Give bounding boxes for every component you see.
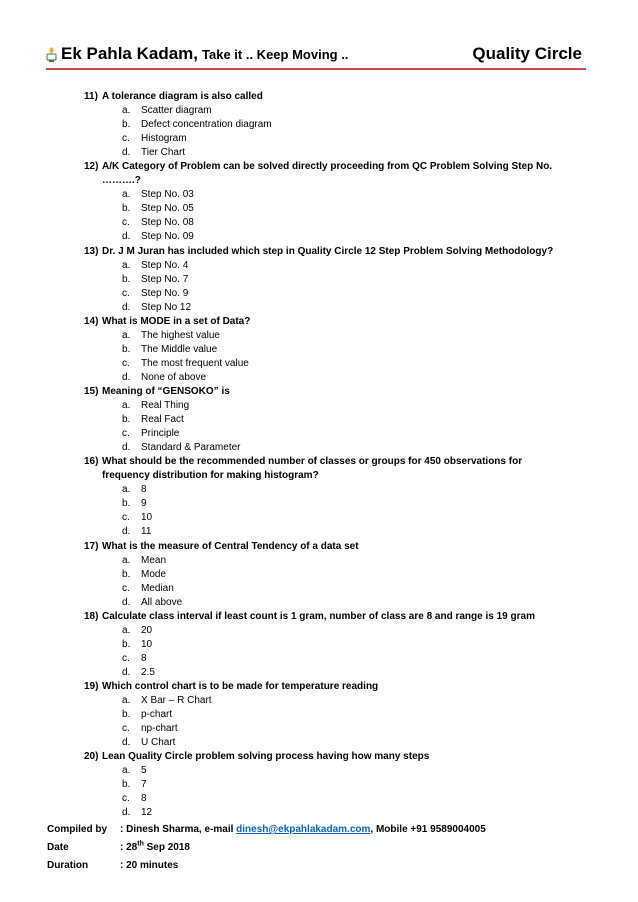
date-value bbox=[120, 841, 190, 855]
date-day: : 28 bbox=[120, 842, 138, 853]
option-text: Step No. 08 bbox=[141, 217, 194, 229]
option-text: 8 bbox=[141, 652, 147, 664]
option-letter: d. bbox=[122, 442, 131, 454]
answer-option bbox=[84, 525, 554, 539]
answer-option bbox=[84, 399, 554, 413]
page-header bbox=[46, 44, 582, 68]
question-text: Dr. J M Juran has included which step in Quality Circle 12 Step Problem Solving Methodology? bbox=[102, 245, 554, 257]
option-text: Standard & Parameter bbox=[141, 442, 241, 454]
answer-option bbox=[84, 259, 554, 273]
footer-date-row bbox=[47, 841, 567, 855]
question-text: What is MODE in a set of Data? bbox=[102, 315, 251, 327]
option-letter: a. bbox=[122, 554, 131, 566]
question-number: 12) bbox=[84, 161, 99, 173]
answer-option bbox=[84, 146, 554, 160]
option-text: The most frequent value bbox=[141, 357, 249, 369]
compiled-mobile: , Mobile +91 9589004005 bbox=[370, 824, 486, 835]
option-text: Histogram bbox=[141, 133, 187, 145]
option-letter: a. bbox=[122, 105, 131, 117]
question-16 bbox=[84, 455, 554, 483]
question-text: Which control chart is to be made for temperature reading bbox=[102, 680, 379, 692]
answer-option bbox=[84, 694, 554, 708]
answer-option bbox=[84, 216, 554, 230]
option-text: Step No. 9 bbox=[141, 287, 189, 299]
option-text: Step No. 03 bbox=[141, 189, 194, 201]
answer-option bbox=[84, 301, 554, 315]
option-text: 10 bbox=[141, 638, 153, 650]
answer-option bbox=[84, 483, 554, 497]
option-text: Mean bbox=[141, 554, 167, 566]
option-text: 12 bbox=[141, 807, 153, 819]
option-text: p-chart bbox=[141, 709, 173, 721]
question-17 bbox=[84, 540, 554, 554]
question-19 bbox=[84, 680, 554, 694]
answer-option bbox=[84, 497, 554, 511]
question-11 bbox=[84, 90, 554, 104]
option-letter: c. bbox=[122, 582, 130, 594]
duration-value: : 20 minutes bbox=[120, 860, 179, 871]
option-text: Step No 12 bbox=[141, 301, 192, 313]
compiled-name: : Dinesh Sharma, e-mail bbox=[120, 824, 237, 835]
option-text: 8 bbox=[141, 793, 147, 805]
option-letter: d. bbox=[122, 301, 131, 313]
question-text: A/K Category of Problem can be solved directly proceeding from QC Problem Solving Step No. ……….? bbox=[102, 161, 553, 187]
date-label: Date bbox=[47, 842, 69, 853]
question-14 bbox=[84, 315, 554, 329]
option-letter: c. bbox=[122, 793, 130, 805]
answer-option bbox=[84, 104, 554, 118]
question-text: What is the measure of Central Tendency of a data set bbox=[102, 540, 359, 552]
answer-option bbox=[84, 413, 554, 427]
email-link[interactable]: dinesh@ekpahlakadam.com bbox=[236, 824, 371, 835]
answer-option bbox=[84, 273, 554, 287]
option-letter: d. bbox=[122, 371, 131, 383]
option-letter: c. bbox=[122, 512, 130, 524]
answer-option bbox=[84, 118, 554, 132]
answer-option bbox=[84, 230, 554, 244]
option-letter: c. bbox=[122, 357, 130, 369]
question-number: 13) bbox=[84, 245, 99, 257]
option-text: Step No. 4 bbox=[141, 259, 189, 271]
option-letter: b. bbox=[122, 568, 131, 580]
option-letter: b. bbox=[122, 273, 131, 285]
option-text: Principle bbox=[141, 428, 180, 440]
question-number: 14) bbox=[84, 315, 99, 327]
torch-logo-icon bbox=[46, 47, 57, 62]
answer-option bbox=[84, 778, 554, 792]
answer-option bbox=[84, 329, 554, 343]
option-text: 11 bbox=[141, 526, 152, 538]
option-letter: a. bbox=[122, 484, 131, 496]
option-text: X Bar – R Chart bbox=[141, 695, 212, 707]
option-letter: a. bbox=[122, 624, 131, 636]
answer-option bbox=[84, 624, 554, 638]
option-letter: b. bbox=[122, 343, 131, 355]
option-letter: b. bbox=[122, 203, 131, 215]
option-text: Scatter diagram bbox=[141, 105, 212, 117]
answer-option bbox=[84, 722, 554, 736]
option-text: 9 bbox=[141, 498, 147, 510]
option-text: Step No. 09 bbox=[141, 231, 194, 243]
answer-option bbox=[84, 638, 554, 652]
question-18 bbox=[84, 610, 554, 624]
answer-option bbox=[84, 441, 554, 455]
option-text: Real Thing bbox=[141, 400, 190, 412]
option-text: Tier Chart bbox=[141, 147, 186, 159]
option-letter: d. bbox=[122, 807, 131, 819]
question-text: Calculate class interval if least count is 1 gram, number of class are 8 and range is 19 gram bbox=[102, 610, 535, 622]
brand bbox=[61, 44, 348, 64]
answer-option bbox=[84, 792, 554, 806]
option-text: Mode bbox=[141, 568, 167, 580]
duration-label: Duration bbox=[47, 860, 89, 871]
option-letter: a. bbox=[122, 329, 131, 341]
answer-option bbox=[84, 708, 554, 722]
option-letter: b. bbox=[122, 779, 131, 791]
question-text: Lean Quality Circle problem solving process having how many steps bbox=[102, 751, 430, 763]
option-text: 10 bbox=[141, 512, 153, 524]
option-text: Step No. 05 bbox=[141, 203, 194, 215]
answer-option bbox=[84, 357, 554, 371]
document-title: Quality Circle bbox=[472, 44, 582, 63]
answer-option bbox=[84, 343, 554, 357]
option-text: Median bbox=[141, 582, 174, 594]
option-letter: a. bbox=[122, 259, 131, 271]
question-list bbox=[84, 90, 554, 820]
answer-option bbox=[84, 666, 554, 680]
answer-option bbox=[84, 582, 554, 596]
compiled-value bbox=[120, 823, 486, 837]
header-divider bbox=[46, 68, 586, 70]
question-number: 16) bbox=[84, 456, 99, 468]
option-letter: a. bbox=[122, 765, 131, 777]
option-text: np-chart bbox=[141, 723, 178, 735]
option-text: Real Fact bbox=[141, 414, 184, 426]
option-text: Step No. 7 bbox=[141, 273, 189, 285]
question-text: Meaning of “GENSOKO” is bbox=[102, 385, 230, 397]
option-text: Defect concentration diagram bbox=[141, 119, 272, 131]
option-text: 8 bbox=[141, 484, 147, 496]
option-letter: c. bbox=[122, 428, 130, 440]
compiled-label: Compiled by bbox=[47, 824, 108, 835]
option-letter: a. bbox=[122, 189, 131, 201]
answer-option bbox=[84, 188, 554, 202]
option-text: 20 bbox=[141, 624, 153, 636]
option-letter: d. bbox=[122, 526, 131, 538]
answer-option bbox=[84, 287, 554, 301]
question-number: 19) bbox=[84, 680, 99, 692]
option-letter: c. bbox=[122, 652, 130, 664]
question-15 bbox=[84, 385, 554, 399]
date-suffix: th bbox=[137, 840, 144, 848]
answer-option bbox=[84, 371, 554, 385]
answer-option bbox=[84, 427, 554, 441]
question-13 bbox=[84, 245, 554, 259]
option-letter: b. bbox=[122, 709, 131, 721]
option-text: 2.5 bbox=[141, 666, 155, 678]
question-text: What should be the recommended number of classes or groups for 450 observations for frequency distribution for making histogram? bbox=[102, 456, 523, 482]
option-letter: b. bbox=[122, 414, 131, 426]
option-text: The highest value bbox=[141, 329, 220, 341]
option-text: 5 bbox=[141, 765, 147, 777]
option-letter: d. bbox=[122, 737, 131, 749]
question-number: 15) bbox=[84, 385, 99, 397]
option-text: None of above bbox=[141, 371, 207, 383]
answer-option bbox=[84, 652, 554, 666]
question-20 bbox=[84, 750, 554, 764]
footer-compiled-row bbox=[47, 823, 567, 837]
brand-tagline: Take it .. Keep Moving .. bbox=[202, 47, 349, 62]
option-letter: c. bbox=[122, 217, 130, 229]
option-letter: d. bbox=[122, 596, 131, 608]
answer-option bbox=[84, 554, 554, 568]
answer-option bbox=[84, 568, 554, 582]
date-month-year: Sep 2018 bbox=[143, 842, 190, 853]
option-text: All above bbox=[141, 596, 183, 608]
question-number: 18) bbox=[84, 610, 99, 622]
question-number: 17) bbox=[84, 540, 99, 552]
option-letter: b. bbox=[122, 638, 131, 650]
option-letter: b. bbox=[122, 498, 131, 510]
option-letter: a. bbox=[122, 695, 131, 707]
answer-option bbox=[84, 596, 554, 610]
option-text: U Chart bbox=[141, 737, 176, 749]
option-letter: d. bbox=[122, 666, 131, 678]
option-letter: d. bbox=[122, 231, 131, 243]
question-number: 11) bbox=[84, 91, 98, 102]
answer-option bbox=[84, 806, 554, 820]
option-text: The Middle value bbox=[141, 343, 218, 355]
footer-duration-row bbox=[47, 859, 567, 873]
option-letter: b. bbox=[122, 119, 131, 131]
answer-option bbox=[84, 764, 554, 778]
option-letter: c. bbox=[122, 723, 130, 735]
option-letter: a. bbox=[122, 400, 131, 412]
brand-name: Ek Pahla Kadam, bbox=[61, 44, 199, 63]
answer-option bbox=[84, 132, 554, 146]
question-number: 20) bbox=[84, 751, 99, 763]
answer-option bbox=[84, 511, 554, 525]
option-letter: c. bbox=[122, 133, 130, 145]
answer-option bbox=[84, 736, 554, 750]
question-text: A tolerance diagram is also called bbox=[102, 91, 263, 102]
answer-option bbox=[84, 202, 554, 216]
question-12 bbox=[84, 160, 554, 188]
option-letter: d. bbox=[122, 147, 131, 159]
option-text: 7 bbox=[141, 779, 147, 791]
option-letter: c. bbox=[122, 287, 130, 299]
